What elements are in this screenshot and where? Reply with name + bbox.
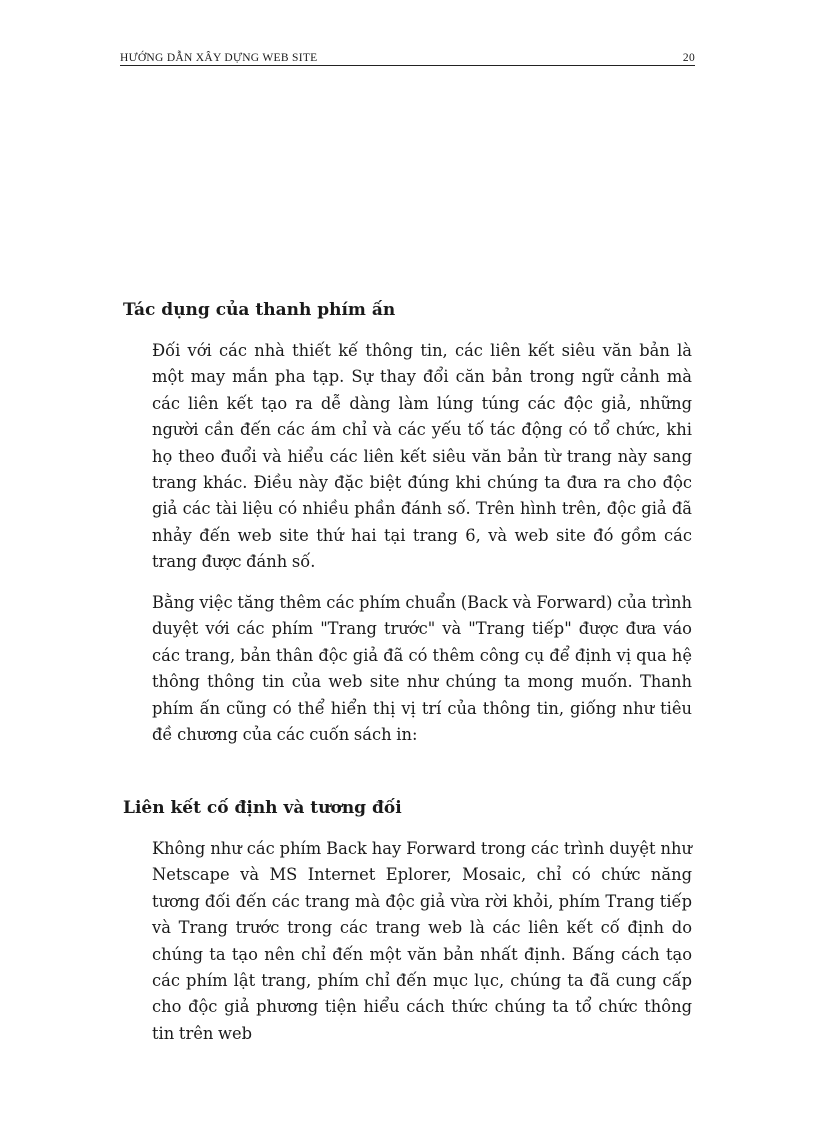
paragraph: Đối với các nhà thiết kế thông tin, các liên kết siêu văn bản là một may mắn pha tạp. Sự thay đổi căn bản trong ngữ cảnh mà các liên kết tạo ra dễ dàng làm lúng túng các độc giả, những người cần đến các ám chỉ và các yếu tố tác động có tổ chức, khi họ theo đuổi và hiểu các liên kết siêu văn bản từ trang này sang trang khác. Điều này đặc biệt đúng khi chúng ta đưa ra cho độc giả các tài liệu có nhiều phần đánh số. Trên hình trên, độc giả đã nhảy đến web site thứ hai tại trang 6, và web site đó gồm các trang được đánh số. — [152, 341, 692, 572]
section-heading: Liên kết cố định và tương đối — [123, 798, 402, 818]
header-title: HƯỚNG DẪN XÂY DỰNG WEB SITE — [120, 52, 318, 64]
page-number: 20 — [682, 52, 695, 64]
paragraph: Không như các phím Back hay Forward trong các trình duyệt như Netscape và MS Internet Eplorer, Mosaic, chỉ có chức năng tương đối đến các trang mà độc giả vừa rời khỏi, phím Trang tiếp và Trang trước trong các trang web là các liên kết cố định do chúng ta tạo nên chỉ đến một văn bản nhất định. Bấng cách tạo các phím lật trang, phím chỉ đến mục lục, chúng ta đã cung cấp cho độc giả phương tiện hiểu cách thức chúng ta tổ chức thông tin trên web — [152, 839, 692, 1043]
section-heading: Tác dụng của thanh phím ấn — [123, 300, 396, 320]
page-header — [120, 49, 695, 66]
paragraph: Bằng việc tăng thêm các phím chuẩn (Back và Forward) của trình duyệt với các phím "Trang trước" và "Trang tiếp" được đưa váo các trang, bản thân độc giả đã có thêm công cụ để định vị qua hệ thông thông tin của web site như chúng ta mong muốn. Thanh phím ấn cũng có thể hiển thị vị trí của thông tin, giống như tiêu đề chương của các cuốn sách in: — [152, 593, 692, 745]
